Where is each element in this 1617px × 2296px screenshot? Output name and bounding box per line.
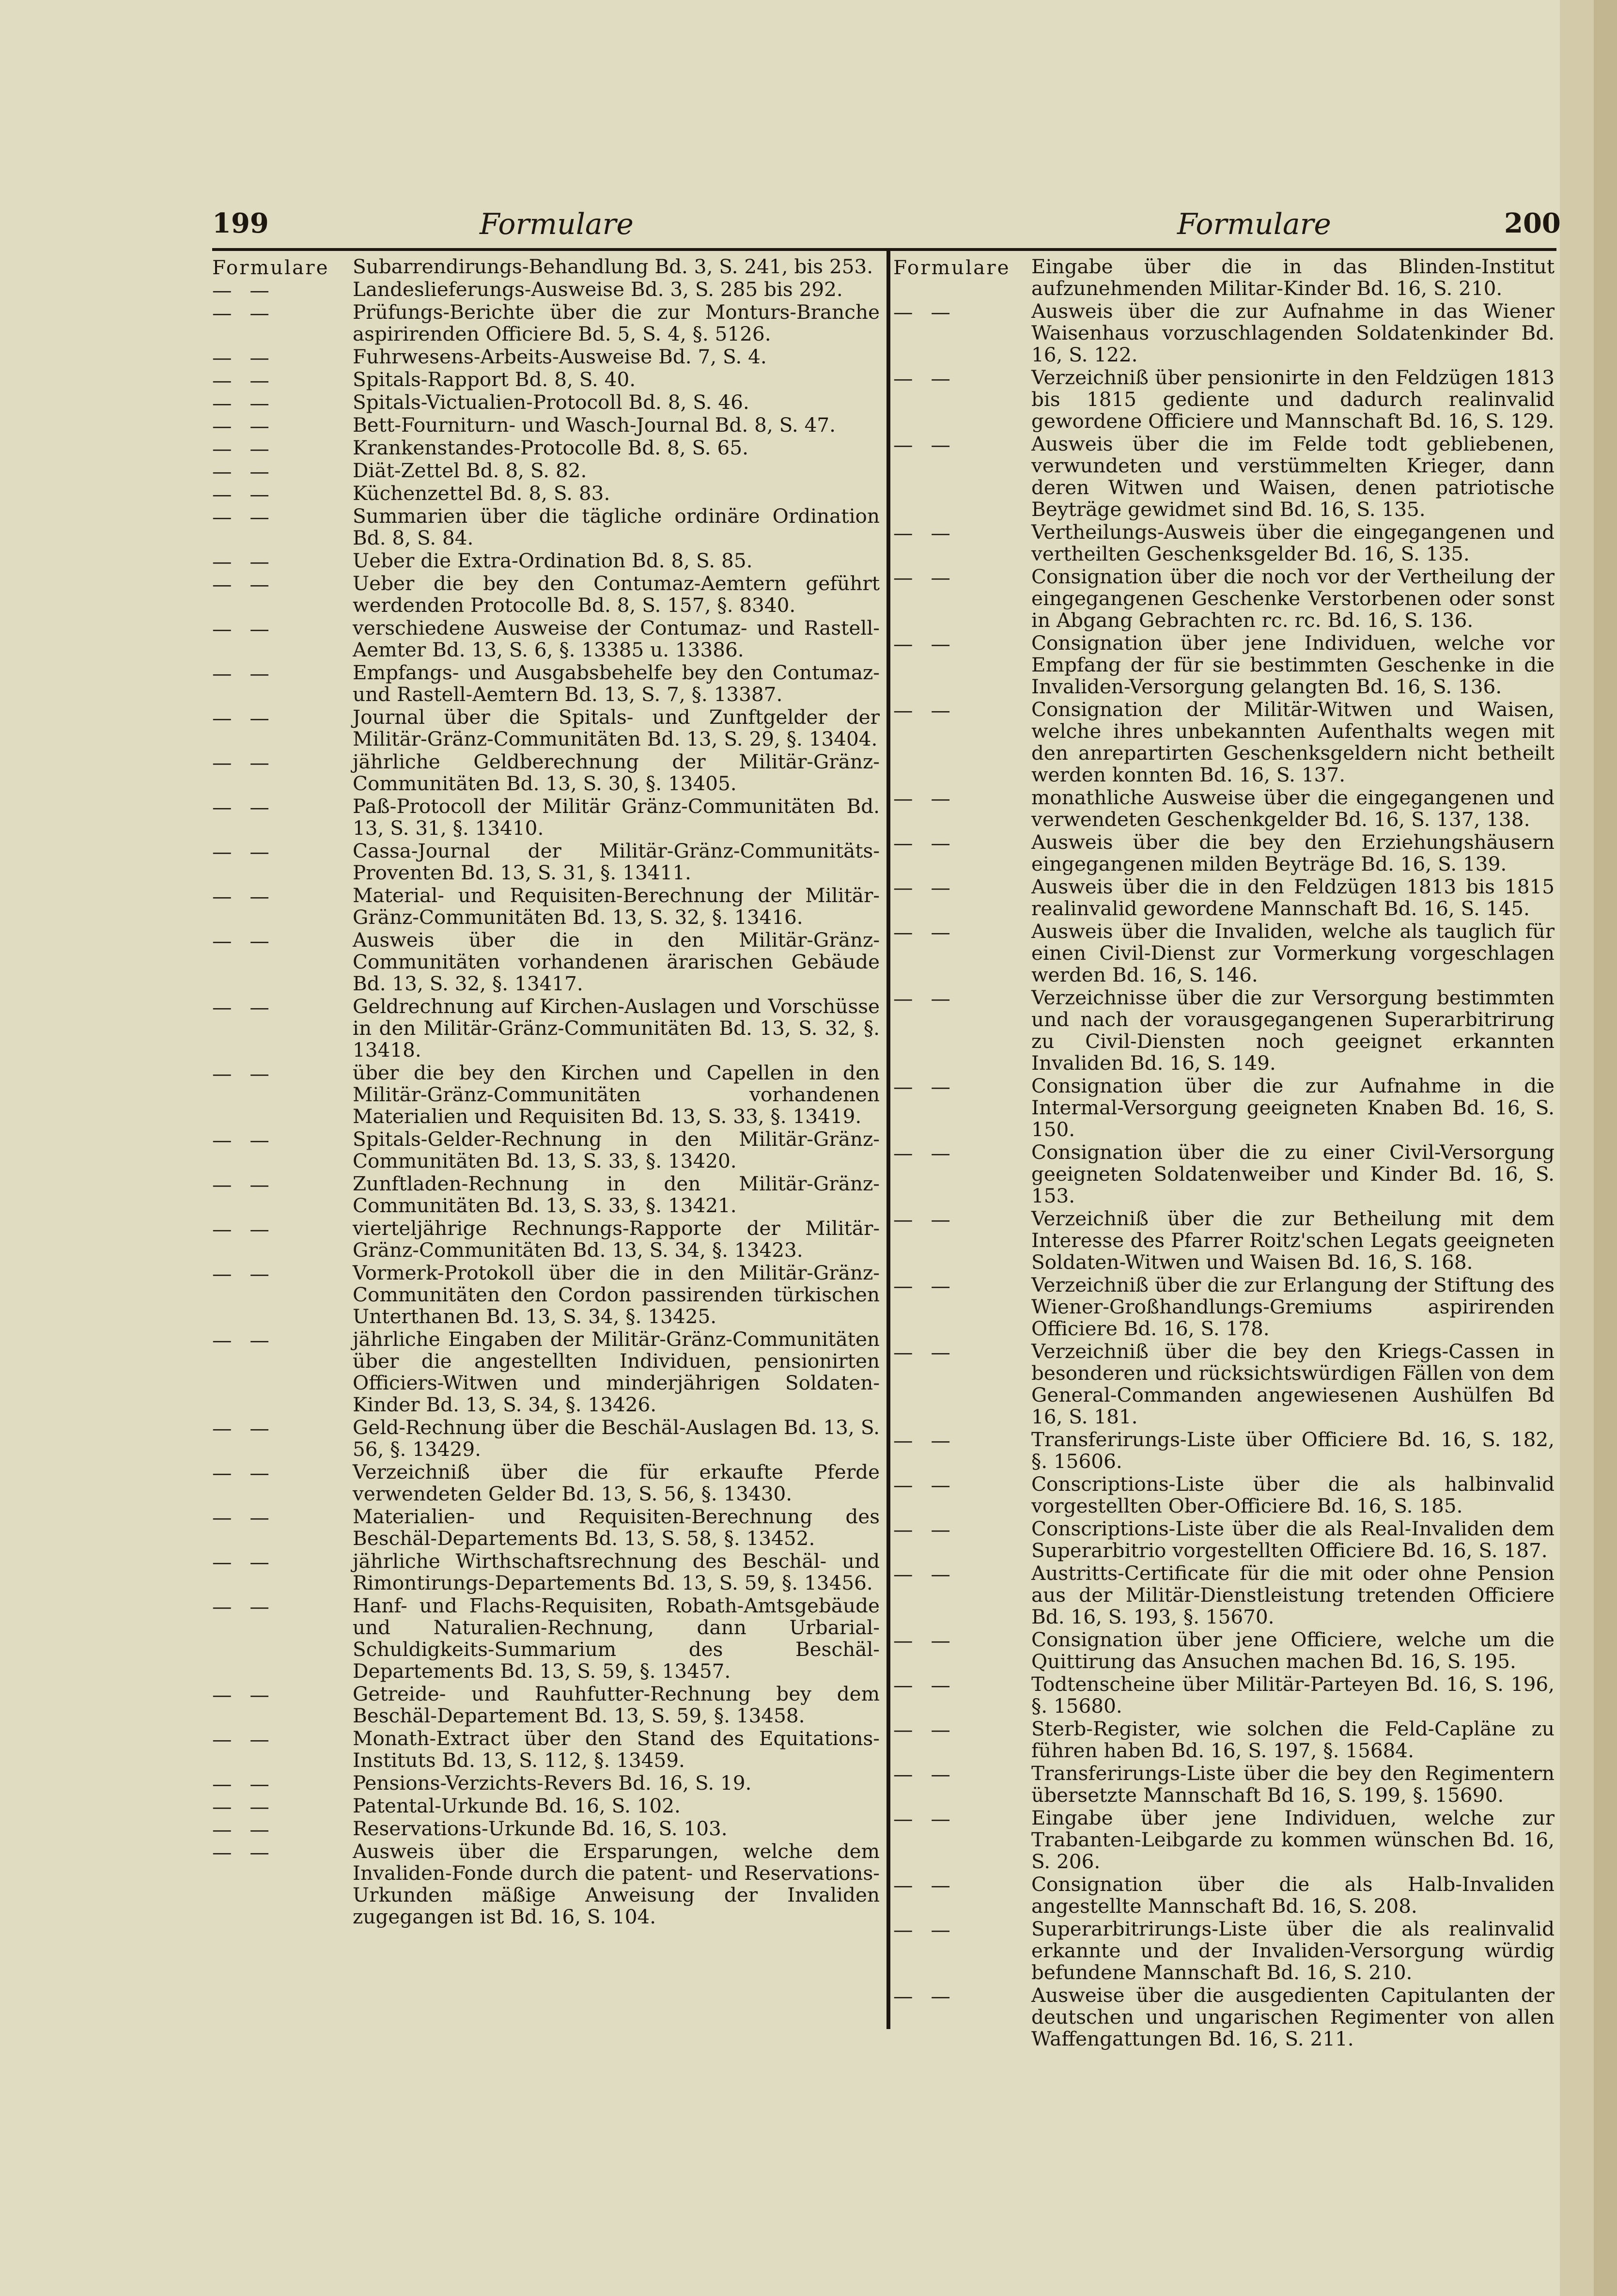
page-edge bbox=[1594, 0, 1617, 2296]
ditto-dash: — — bbox=[212, 346, 275, 369]
index-entry bbox=[893, 1718, 1555, 1762]
entry-text: Ausweis über die in den Feldzügen 1813 bis 1815 realinvalid gewordene Mannschaft Bd. 16, S. 145. bbox=[1031, 875, 1555, 920]
ditto-dash: — — bbox=[893, 1341, 956, 1364]
index-entry bbox=[212, 1841, 880, 1928]
ditto-dash: — — bbox=[212, 505, 275, 529]
index-entry bbox=[212, 1506, 880, 1549]
entry-text: Vertheilungs-Ausweis über die eingegangenen und vertheilten Geschenksgelder Bd. 16, S. 135. bbox=[1031, 520, 1555, 565]
index-entry bbox=[893, 1629, 1555, 1672]
index-entry bbox=[893, 987, 1555, 1074]
entry-text: Consignation über die als Halb-Invaliden angestellte Mannschaft Bd. 16, S. 208. bbox=[1031, 1873, 1555, 1918]
index-entry bbox=[893, 1874, 1555, 1917]
index-entry bbox=[893, 1518, 1555, 1562]
index-entry bbox=[212, 483, 880, 504]
ditto-dash: — — bbox=[212, 483, 275, 506]
ditto-dash: — — bbox=[212, 1595, 275, 1618]
ditto-dash: — — bbox=[212, 1683, 275, 1706]
ditto-dash: — — bbox=[212, 550, 275, 573]
index-entry bbox=[212, 662, 880, 705]
index-entry bbox=[893, 566, 1555, 631]
entry-text: Fuhrwesens-Arbeits-Ausweise Bd. 7, S. 4. bbox=[353, 345, 767, 368]
index-entry bbox=[893, 1918, 1555, 1984]
entry-text: Reservations-Urkunde Bd. 16, S. 103. bbox=[353, 1817, 728, 1840]
entry-text: Ueber die bey den Contumaz-Aemtern geführt werdenden Protocolle Bd. 8, S. 157, §. 8340. bbox=[353, 572, 880, 617]
running-title-right: Formulare bbox=[1177, 207, 1331, 241]
entry-text: Monath-Extract über den Stand des Equitations-Instituts Bd. 13, S. 112, §. 13459. bbox=[353, 1727, 880, 1772]
ditto-dash: — — bbox=[212, 1417, 275, 1440]
index-entry bbox=[212, 617, 880, 661]
ditto-dash: — — bbox=[212, 1461, 275, 1484]
ditto-dash: — — bbox=[893, 1075, 956, 1098]
entry-text: Ausweis über die im Felde todt gebliebenen, verwundeten und verstümmelten Krieger, dann deren Witwen und Waisen, denen patriotische Beyträge gewidmet sind Bd. 16, S. 135. bbox=[1031, 432, 1555, 521]
gutter-shadow bbox=[1560, 0, 1594, 2296]
index-entry bbox=[212, 460, 880, 482]
index-entry bbox=[893, 256, 1555, 299]
ditto-dash: — — bbox=[212, 460, 275, 483]
entry-text: Consignation über die noch vor der Vertheilung der eingegangenen Geschenke Verstorbenen oder sonst in Abgang Gebrachten rc. rc. Bd. 16, S. 136. bbox=[1031, 565, 1555, 632]
ditto-dash: — — bbox=[893, 1874, 956, 1897]
ditto-dash: — — bbox=[212, 437, 275, 460]
index-entry bbox=[893, 632, 1555, 698]
entry-text: verschiedene Ausweise der Contumaz- und Rastell-Aemter Bd. 13, S. 6, §. 13385 u. 13386. bbox=[353, 616, 880, 661]
entry-text: Journal über die Spitals- und Zunftgelder der Militär-Gränz-Communitäten Bd. 13, S. 29, §. 13404. bbox=[353, 705, 880, 750]
entry-text: Verzeichniß über die zur Betheilung mit dem Interesse des Pfarrer Roitz'schen Legats geeigneten Soldaten-Witwen und Waisen Bd. 16, S. 168. bbox=[1031, 1207, 1555, 1274]
entry-text: Summarien über die tägliche ordinäre Ordination Bd. 8, S. 84. bbox=[353, 504, 880, 549]
entry-text: Ausweise über die ausgedienten Capitulanten der deutschen und ungarischen Regimenter von allen Waffengattungen Bd. 16, S. 211. bbox=[1031, 1984, 1555, 2050]
entry-text: Geld-Rechnung über die Beschäl-Auslagen Bd. 13, S. 56, §. 13429. bbox=[353, 1416, 880, 1461]
entry-text: Diät-Zettel Bd. 8, S. 82. bbox=[353, 459, 587, 482]
ditto-dash: — — bbox=[212, 840, 275, 863]
column-divider bbox=[886, 251, 890, 2029]
entry-text: Ueber die Extra-Ordination Bd. 8, S. 85. bbox=[353, 549, 753, 572]
entry-text: Hanf- und Flachs-Requisiten, Robath-Amtsgebäude und Naturalien-Rechnung, dann Urbarial-Schuldigkeits-Summarium des Beschäl-Departements Bd. 13, S. 59, §. 13457. bbox=[353, 1594, 880, 1683]
ditto-dash: — — bbox=[893, 632, 956, 656]
entry-text: jährliche Eingaben der Militär-Gränz-Communitäten über die angestellten Individuen, pensionirten Officiers-Witwen und minderjährigen Soldaten-Kinder Bd. 13, S. 34, §. 13426. bbox=[353, 1328, 880, 1416]
ditto-dash: — — bbox=[212, 301, 275, 325]
index-entry bbox=[212, 885, 880, 928]
entry-text: Spitals-Victualien-Protocoll Bd. 8, S. 46. bbox=[353, 390, 749, 414]
ditto-dash: — — bbox=[212, 885, 275, 908]
index-entry bbox=[893, 831, 1555, 875]
entry-text: Material- und Requisiten-Berechnung der Militär-Gränz-Communitäten Bd. 13, S. 32, §. 13416. bbox=[353, 884, 880, 929]
entry-text: Consignation über jene Individuen, welche vor Empfang der für sie bestimmten Geschenke in die Invaliden-Versorgung gelangten Bd. 16, S. 136. bbox=[1031, 631, 1555, 698]
page-number-right: 200 bbox=[1504, 207, 1561, 239]
entry-text: vierteljährige Rechnungs-Rapporte der Militär-Gränz-Communitäten Bd. 13, S. 34, §. 13423. bbox=[353, 1217, 880, 1262]
ditto-dash: — — bbox=[212, 391, 275, 415]
ditto-dash: — — bbox=[212, 751, 275, 774]
ditto-dash: — — bbox=[212, 1728, 275, 1751]
index-entry bbox=[893, 1429, 1555, 1472]
index-entry bbox=[212, 1218, 880, 1261]
index-entry bbox=[212, 1062, 880, 1127]
index-entry bbox=[212, 550, 880, 572]
ditto-dash: — — bbox=[212, 1128, 275, 1152]
ditto-dash: — — bbox=[893, 921, 956, 944]
index-entry bbox=[212, 369, 880, 390]
entry-text: Consignation über jene Officiere, welche um die Quittirung das Ansuchen machen Bd. 16, S. 195. bbox=[1031, 1628, 1555, 1673]
entry-text: Eingabe über jene Individuen, welche zur Trabanten-Leibgarde zu kommen wünschen Bd. 16, S. 206. bbox=[1031, 1806, 1555, 1873]
entry-text: Consignation der Militär-Witwen und Waisen, welche ihres unbekannten Aufenthalts wegen mit den anrepartirten Geschenksgeldern nicht betheilt werden konnten Bd. 16, S. 137. bbox=[1031, 698, 1555, 786]
index-entry bbox=[212, 437, 880, 459]
ditto-dash: — — bbox=[212, 279, 275, 302]
entry-text: Consignation über die zur Aufnahme in die Intermal-Versorgung geeigneten Knaben Bd. 16, S. 150. bbox=[1031, 1074, 1555, 1141]
entry-text: Küchenzettel Bd. 8, S. 83. bbox=[353, 482, 610, 505]
entry-text: Empfangs- und Ausgabsbehelfe bey den Contumaz- und Rastell-Aemtern Bd. 13, S. 7, §. 13387. bbox=[353, 661, 880, 706]
index-entry bbox=[212, 391, 880, 413]
index-entry bbox=[893, 921, 1555, 986]
index-entry bbox=[212, 929, 880, 995]
index-entry bbox=[893, 1274, 1555, 1340]
entry-text: Vormerk-Protokoll über die in den Militär-Gränz-Communitäten den Cordon passirenden türkischen Unterthanen Bd. 13, S. 34, §. 13425. bbox=[353, 1261, 880, 1328]
ditto-dash: — — bbox=[212, 1772, 275, 1796]
index-entry bbox=[893, 699, 1555, 786]
entry-text: Bett-Fourniturn- und Wasch-Journal Bd. 8, S. 47. bbox=[353, 413, 836, 437]
index-entry bbox=[893, 367, 1555, 432]
index-entry bbox=[212, 1173, 880, 1217]
entry-text: Landeslieferungs-Ausweise Bd. 3, S. 285 bis 292. bbox=[353, 278, 843, 301]
entry-text: Verzeichnisse über die zur Versorgung bestimmten und nach der vorausgegangenen Superarbitrirung zu Civil-Diensten noch geeignet erkannten Invaliden Bd. 16, S. 149. bbox=[1031, 986, 1555, 1075]
entry-text: Sterb-Register, wie solchen die Feld-Capläne zu führen haben Bd. 16, S. 197, §. 15684. bbox=[1031, 1717, 1555, 1762]
index-entry bbox=[212, 573, 880, 616]
index-entry bbox=[212, 1728, 880, 1771]
index-entry bbox=[893, 1141, 1555, 1207]
ditto-dash: — — bbox=[893, 699, 956, 722]
index-entry bbox=[212, 1461, 880, 1505]
ditto-dash: — — bbox=[893, 1208, 956, 1231]
entry-text: Verzeichniß über die bey den Kriegs-Cassen in besonderen und rücksichtswürdigen Fällen von dem General-Commanden angewiesenen Aushülfen Bd 16, S. 181. bbox=[1031, 1340, 1555, 1428]
entry-text: Conscriptions-Liste über die als Real-Invaliden dem Superarbitrio vorgestellten Officiere Bd. 16, S. 187. bbox=[1031, 1517, 1555, 1562]
ditto-dash: — — bbox=[212, 996, 275, 1019]
entry-text: Spitals-Rapport Bd. 8, S. 40. bbox=[353, 368, 636, 391]
ditto-dash: — — bbox=[212, 1173, 275, 1196]
index-entry bbox=[212, 1128, 880, 1172]
entry-text: Consignation über die zu einer Civil-Versorgung geeigneten Soldatenweiber und Kinder Bd. 16, S. 153. bbox=[1031, 1140, 1555, 1207]
ditto-dash: — — bbox=[893, 1918, 956, 1941]
index-entry bbox=[212, 346, 880, 368]
entry-text: Ausweis über die zur Aufnahme in das Wiener Waisenhaus vorzuschlagenden Soldatenkinder Bd. 16, S. 122. bbox=[1031, 299, 1555, 366]
ditto-dash: — — bbox=[893, 521, 956, 545]
index-entry bbox=[893, 876, 1555, 920]
ditto-dash: — — bbox=[893, 876, 956, 899]
ditto-dash: — — bbox=[212, 1062, 275, 1085]
index-entry bbox=[893, 1341, 1555, 1428]
entry-text: Paß-Protocoll der Militär Gränz-Communitäten Bd. 13, S. 31, §. 13410. bbox=[353, 795, 880, 840]
ditto-dash: — — bbox=[893, 1807, 956, 1830]
ditto-dash: — — bbox=[212, 1841, 275, 1864]
index-entry bbox=[212, 1772, 880, 1794]
entry-text: Prüfungs-Berichte über die zur Monturs-Branche aspirirenden Officiere Bd. 5, S. 4, §. 5126. bbox=[353, 300, 880, 345]
ditto-dash: — — bbox=[212, 1328, 275, 1352]
ditto-dash: — — bbox=[893, 1718, 956, 1741]
ditto-dash: — — bbox=[212, 1218, 275, 1241]
index-entry bbox=[212, 414, 880, 436]
index-entry bbox=[212, 1417, 880, 1460]
ditto-dash: — — bbox=[212, 573, 275, 596]
left-column bbox=[212, 256, 880, 1929]
ditto-dash: — — bbox=[893, 566, 956, 589]
ditto-dash: — — bbox=[212, 369, 275, 392]
ditto-dash: — — bbox=[893, 1518, 956, 1541]
index-entry bbox=[212, 279, 880, 300]
header-rule bbox=[212, 248, 1556, 251]
entry-text: Subarrendirungs-Behandlung Bd. 3, S. 241, bis 253. bbox=[353, 255, 873, 278]
entry-text: Eingabe über die in das Blinden-Institut aufzunehmenden Militar-Kinder Bd. 16, S. 210. bbox=[1031, 255, 1555, 300]
index-entry bbox=[893, 1208, 1555, 1273]
index-entry bbox=[212, 1683, 880, 1727]
index-entry bbox=[893, 1673, 1555, 1717]
index-entry bbox=[212, 505, 880, 549]
entry-text: jährliche Geldberechnung der Militär-Gränz-Communitäten Bd. 13, S. 30, §. 13405. bbox=[353, 750, 880, 795]
index-entry bbox=[212, 256, 880, 278]
index-entry bbox=[893, 1075, 1555, 1140]
index-entry bbox=[212, 1328, 880, 1416]
index-entry bbox=[212, 1795, 880, 1817]
ditto-dash: — — bbox=[212, 1262, 275, 1285]
ditto-dash: — — bbox=[893, 300, 956, 324]
ditto-dash: — — bbox=[212, 1795, 275, 1818]
ditto-dash: — — bbox=[893, 1429, 956, 1452]
ditto-dash: — — bbox=[893, 1763, 956, 1786]
ditto-dash: — — bbox=[893, 1274, 956, 1297]
entry-text: Conscriptions-Liste über die als halbinvalid vorgestellten Ober-Officiere Bd. 16, S. 185. bbox=[1031, 1472, 1555, 1517]
entry-text: Materialien- und Requisiten-Berechnung des Beschäl-Departements Bd. 13, S. 58, §. 13452. bbox=[353, 1505, 880, 1550]
index-entry bbox=[893, 1473, 1555, 1517]
ditto-dash: — — bbox=[893, 1473, 956, 1497]
entry-text: Verzeichniß über pensionirte in den Feldzügen 1813 bis 1815 gediente und dadurch realinvalid gewordene Officiere und Mannschaft Bd. 16, S. 129. bbox=[1031, 366, 1555, 433]
ditto-dash: — — bbox=[212, 706, 275, 730]
ditto-dash: — — bbox=[893, 831, 956, 855]
entry-text: Verzeichniß über die zur Erlangung der Stiftung des Wiener-Großhandlungs-Gremiums aspirirenden Officiere Bd. 16, S. 178. bbox=[1031, 1273, 1555, 1340]
index-entry bbox=[893, 1763, 1555, 1806]
index-entry bbox=[212, 1595, 880, 1682]
index-entry bbox=[212, 796, 880, 839]
index-entry bbox=[893, 787, 1555, 830]
index-entry bbox=[212, 996, 880, 1061]
head-word: Formulare bbox=[893, 256, 1011, 279]
ditto-dash: — — bbox=[893, 1629, 956, 1652]
ditto-dash: — — bbox=[212, 1506, 275, 1529]
index-entry bbox=[893, 300, 1555, 366]
entry-text: Cassa-Journal der Militär-Gränz-Communitäts-Proventen Bd. 13, S. 31, §. 13411. bbox=[353, 839, 880, 884]
entry-text: Patental-Urkunde Bd. 16, S. 102. bbox=[353, 1794, 681, 1817]
entry-text: Geldrechnung auf Kirchen-Auslagen und Vorschüsse in den Militär-Gränz-Communitäten Bd. 13, S. 32, §. 13418. bbox=[353, 995, 880, 1062]
index-entry bbox=[212, 840, 880, 884]
entry-text: monathliche Ausweise über die eingegangenen und verwendeten Geschenkgelder Bd. 16, S. 137, 138. bbox=[1031, 786, 1555, 831]
index-entry bbox=[893, 1807, 1555, 1873]
entry-text: jährliche Wirthschaftsrechnung des Beschäl- und Rimontirungs-Departements Bd. 13, S. 59, §. 13456. bbox=[353, 1549, 880, 1594]
ditto-dash: — — bbox=[893, 1984, 956, 2008]
ditto-dash: — — bbox=[893, 1673, 956, 1697]
ditto-dash: — — bbox=[212, 662, 275, 685]
index-entry bbox=[212, 1550, 880, 1594]
entry-text: Austritts-Certificate für die mit oder ohne Pension aus der Militär-Dienstleistung tretenden Officiere Bd. 16, S. 193, §. 15670. bbox=[1031, 1562, 1555, 1628]
entry-text: Transferirungs-Liste über Officiere Bd. 16, S. 182, §. 15606. bbox=[1031, 1428, 1555, 1473]
entry-text: Zunftladen-Rechnung in den Militär-Gränz-Communitäten Bd. 13, S. 33, §. 13421. bbox=[353, 1172, 880, 1217]
ditto-dash: — — bbox=[893, 1562, 956, 1586]
entry-text: Todtenscheine über Militär-Parteyen Bd. 16, S. 196, §. 15680. bbox=[1031, 1672, 1555, 1718]
index-entry bbox=[893, 433, 1555, 520]
index-entry bbox=[893, 521, 1555, 565]
right-column bbox=[893, 256, 1555, 2051]
entry-text: Pensions-Verzichts-Revers Bd. 16, S. 19. bbox=[353, 1771, 752, 1795]
ditto-dash: — — bbox=[893, 987, 956, 1010]
entry-text: Transferirungs-Liste über die bey den Regimentern übersetzte Mannschaft Bd 16, S. 199, §. 15690. bbox=[1031, 1762, 1555, 1807]
entry-text: Ausweis über die Invaliden, welche als tauglich für einen Civil-Dienst zur Vormerkung vorgeschlagen werden Bd. 16, S. 146. bbox=[1031, 920, 1555, 986]
ditto-dash: — — bbox=[212, 796, 275, 819]
entry-text: Getreide- und Rauhfutter-Rechnung bey dem Beschäl-Departement Bd. 13, S. 59, §. 13458. bbox=[353, 1682, 880, 1727]
ditto-dash: — — bbox=[893, 1141, 956, 1165]
head-word: Formulare bbox=[212, 256, 329, 279]
entry-text: Ausweis über die in den Militär-Gränz-Communitäten vorhandenen ärarischen Gebäude Bd. 13, S. 32, §. 13417. bbox=[353, 928, 880, 995]
entry-text: Verzeichniß über die für erkaufte Pferde verwendeten Gelder Bd. 13, S. 56, §. 13430. bbox=[353, 1460, 880, 1505]
ditto-dash: — — bbox=[212, 1550, 275, 1574]
index-entry bbox=[212, 751, 880, 795]
ditto-dash: — — bbox=[893, 367, 956, 390]
entry-text: Superarbitrirungs-Liste über die als realinvalid erkannte und der Invaliden-Versorgung würdig befundene Mannschaft Bd. 16, S. 210. bbox=[1031, 1917, 1555, 1984]
index-entry bbox=[893, 1984, 1555, 2050]
index-entry bbox=[212, 301, 880, 345]
ditto-dash: — — bbox=[212, 414, 275, 437]
index-entry bbox=[212, 706, 880, 750]
index-entry bbox=[893, 1562, 1555, 1628]
ditto-dash: — — bbox=[212, 929, 275, 953]
entry-text: Ausweis über die bey den Erziehungshäusern eingegangenen milden Beyträge Bd. 16, S. 139. bbox=[1031, 830, 1555, 875]
entry-text: über die bey den Kirchen und Capellen in den Militär-Gränz-Communitäten vorhandenen Materialien und Requisiten Bd. 13, S. 33, §. 13419. bbox=[353, 1061, 880, 1128]
running-title-left: Formulare bbox=[480, 207, 634, 241]
index-entry bbox=[212, 1818, 880, 1840]
entry-text: Ausweis über die Ersparungen, welche dem Invaliden-Fonde durch die patent- und Reservations-Urkunden mäßige Anweisung der Invaliden zugegangen ist Bd. 16, S. 104. bbox=[353, 1840, 880, 1928]
entry-text: Spitals-Gelder-Rechnung in den Militär-Gränz-Communitäten Bd. 13, S. 33, §. 13420. bbox=[353, 1127, 880, 1172]
page-number-left: 199 bbox=[212, 207, 269, 239]
ditto-dash: — — bbox=[893, 433, 956, 456]
ditto-dash: — — bbox=[212, 1818, 275, 1841]
index-entry bbox=[212, 1262, 880, 1328]
ditto-dash: — — bbox=[893, 787, 956, 810]
entry-text: Krankenstandes-Protocolle Bd. 8, S. 65. bbox=[353, 436, 748, 459]
ditto-dash: — — bbox=[212, 617, 275, 640]
